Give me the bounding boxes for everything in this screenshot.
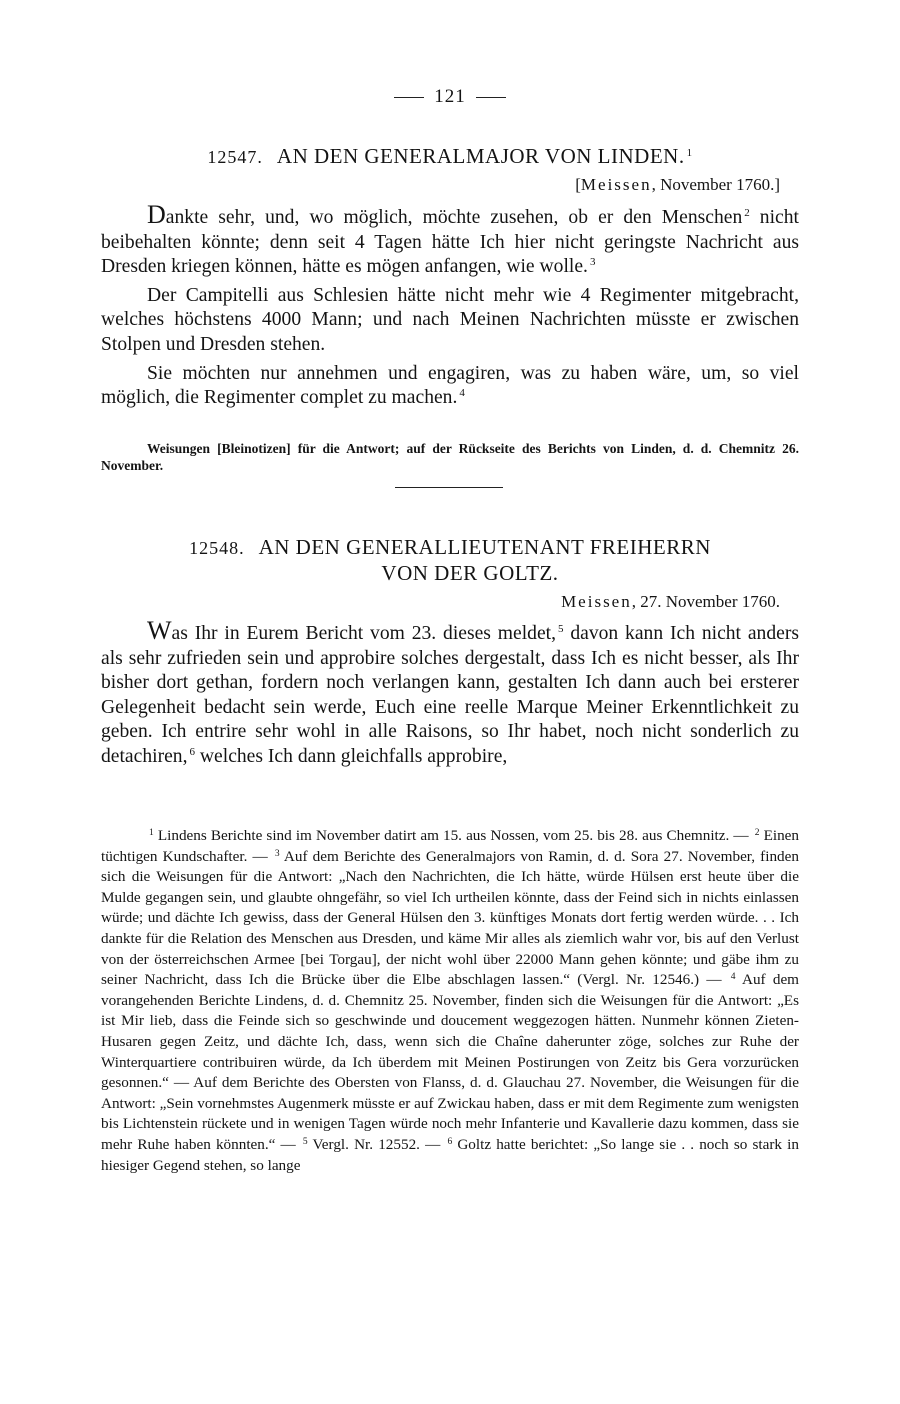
letter1-title bbox=[100, 144, 800, 170]
section-divider bbox=[395, 487, 503, 488]
letter1-body bbox=[101, 200, 799, 411]
footnotes bbox=[101, 826, 799, 1176]
letter2-number: 12548. bbox=[189, 538, 245, 558]
header-dash-right bbox=[476, 97, 506, 98]
header-dash-left bbox=[394, 97, 424, 98]
letter1-title-note: 1 bbox=[686, 147, 693, 159]
footnotes-text bbox=[101, 826, 799, 1176]
letter2-dateline: Meissen, 27. November 1760. bbox=[561, 592, 780, 611]
letter1-paragraph-3: Sie möchten nur annehmen und engagiren, was zu haben wäre, um, so viel möglich, die Regimenter complet zu machen. $^4$ bbox=[101, 362, 799, 409]
footnote-2-mark: 2 bbox=[754, 828, 760, 838]
letter1-source-note: Weisungen [Bleinotizen] für die Antwort; auf der Rückseite des Berichts von Linden, d. d. Chemnitz 26. November. bbox=[101, 441, 799, 473]
footnote-6-mark: 6 bbox=[447, 1136, 453, 1147]
footnote-3: Auf dem Berichte des Generalmajors von Ramin, d. d. Sora 27. November, finden sich die Weisungen für die Antwort: „Nach den Nachrichten, die Ich hätte, würde Hülsen erst heute über die Mulde gegangen sein, und glaubte ohngefähr, so viel Ich urtheilen könnte, dass der Feind sich in nichts einlassen würde; und dächte Ich gewiss, dass der General Hülsen den 3. künftiges Monats dort fertig werden würde. . . Ich dankte für die Relation des Menschen aus Dresden, und käme Mir alles als ziemlich wahr vor, bis auf den Verlust von der österreichschen Armee [bei Torgau], der nicht wohl über 22000 Mann gehen könnte; und gäbe ihm zu seiner Nachricht, dass Ich die Brücke über die Elbe abschlagen lassen.“ (Vergl. Nr. 12546.) — bbox=[101, 847, 799, 989]
letter1-number: 12547. bbox=[207, 147, 263, 167]
footnote-5: Vergl. Nr. 12552. — bbox=[307, 1135, 446, 1153]
letter1-date-place: Meissen bbox=[580, 175, 652, 194]
footnote-1: Lindens Berichte sind im November datirt am 15. aus Nossen, vom 25. bis 28. aus Chemnitz. — bbox=[153, 827, 753, 844]
letter2-date-place: Meissen bbox=[561, 592, 632, 611]
letter2-body bbox=[101, 616, 799, 770]
footnote-4: Auf dem vorangehenden Berichte Lindens, d. d. Chemnitz 25. November, finden sich die Weisungen für die Antwort: „Es ist Mir lieb, dass die Feinde sich so geschwinde und doucement weggezogen hätten. Nunmehr können Zieten-Husaren gegen Zeitz, und dächte Ich, dass, wenn sich die Chaîne daherunter zöge, solches zur Ruhe der Winterquartiere contribuiren würde, da Ich überdem mit Meinen Postirungen von Zeitz bis Gera vorzurücken gesonnen.“ — Auf dem Berichte des Obersten von Flanss, d. d. Glauchau 27. November, die Weisungen für die Antwort: „Sein vornehmstes Augenmerk müsste er auf Zwickau haben, dass er mit dem Regimente zum wenigsten bis Lichtenstein rückete und in wenigen Tagen würde noch mehr Infanterie und Kavallerie dazu kommen, dass sie mehr Ruhe haben könnten.“ — bbox=[101, 971, 799, 1153]
letter2-heading-line2: VON DER GOLTZ. bbox=[381, 561, 559, 585]
letter1-dateline: [Meissen, November 1760.] bbox=[575, 175, 780, 194]
footnote-4-mark: 4 bbox=[730, 972, 736, 983]
letter2-heading-line1: AN DEN GENERALLIEUTENANT FREIHERRN bbox=[258, 535, 711, 559]
letter2-title bbox=[100, 535, 800, 586]
footnote-1-mark: 1 bbox=[149, 828, 154, 838]
footnote-2: Einen tüchtigen Kundschafter. — bbox=[101, 827, 799, 865]
letter1-paragraph-2: Der Campitelli aus Schlesien hätte nicht mehr wie 4 Regimenter mitgebracht, welches höchstens 4000 Mann; und nach Meinen Nachrichten müsste er zwischen Stolpen und Dresden stehen. bbox=[101, 284, 799, 355]
letter2-paragraph-1: Was Ihr in Eurem Bericht vom 23. dieses meldet, $^5$ davon kann Ich nicht anders als sehr zufrieden sein und approbire solches dergestalt, dass Ich es nicht besser, als Ihr bisher dort gethan, fordern noch verlangen kann, gestalten Ich dann auch bei ersterer Gelegenheit bedacht sein werde, Euch eine reelle Marque Meiner Erkenntlichkeit zu geben. Ich entrire sehr wohl in alle Raisons, so Ihr habet, noch nicht sonderlich zu detachiren, $^6$ welches Ich dann gleichfalls approbire, bbox=[101, 616, 799, 767]
footnote-3-mark: 3 bbox=[274, 848, 280, 859]
page-number: 121 bbox=[434, 86, 466, 107]
letter1-heading: AN DEN GENERALMAJOR VON LINDEN. bbox=[276, 144, 685, 168]
page-header bbox=[0, 86, 900, 108]
letter1-paragraph-1: Dankte sehr, und, wo möglich, möchte zusehen, ob er den Menschen $^2$ nicht beibehalten könnte; denn seit 4 Tagen hätte Ich hier nicht geringste Nachricht aus Dresden kriegen können, hätte es mögen anfangen, wie wolle. $^3$ bbox=[101, 200, 799, 278]
footnote-6: Goltz hatte berichtet: „So lange sie . . noch so stark in hiesiger Gegend stehen, so lange bbox=[101, 1135, 799, 1174]
footnote-5-mark: 5 bbox=[302, 1136, 308, 1147]
